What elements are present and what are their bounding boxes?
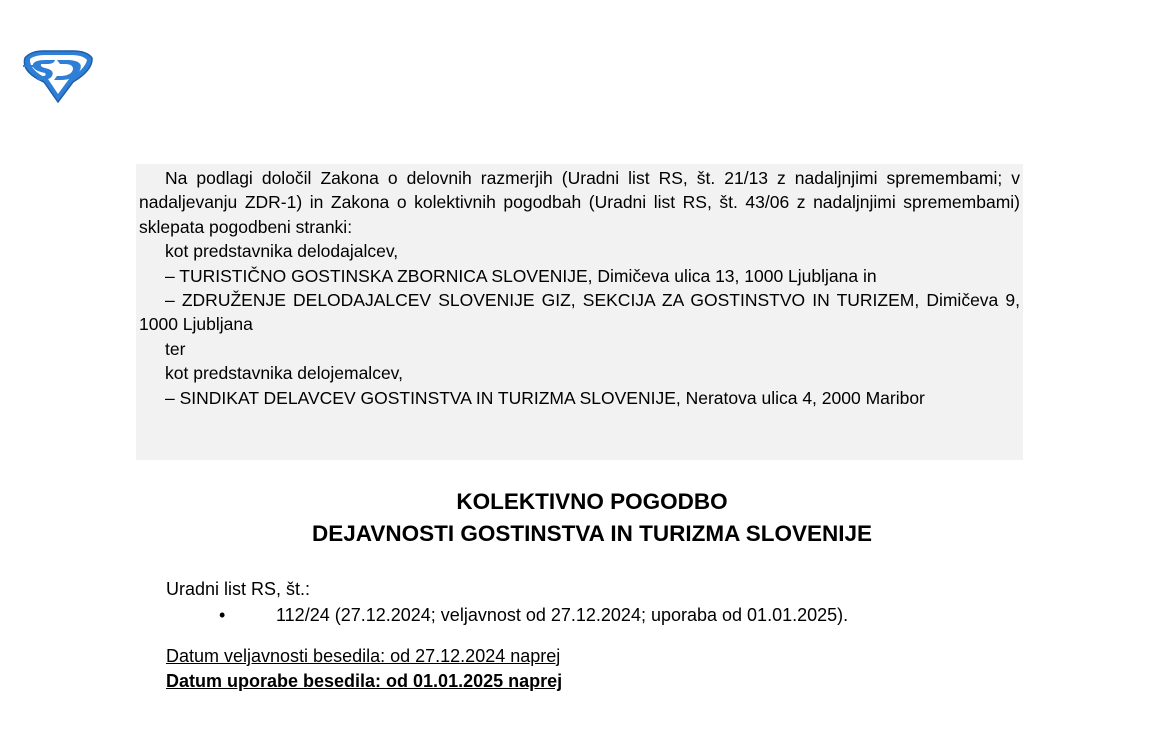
sd-logo — [21, 48, 95, 104]
intro-paragraph-employees-label: kot predstavnika delojemalcev, — [165, 363, 403, 384]
sd-shield-logo-icon — [21, 48, 95, 104]
document-title-line-1: KOLEKTIVNO POGODBO — [456, 489, 728, 514]
intro-paragraph-legal-basis: Na podlagi določil Zakona o delovnih razmerjih (Uradni list RS, št. 21/13 z nadaljnjimi spremembami; v nadaljevanju ZDR-1) in Zakona o kolektivnih pogodbah (Uradni list RS, št. 43/06 z nadaljnjimi spremembami) sklepata pogodbeni stranki: — [139, 168, 1020, 237]
gazette-label: Uradni list RS, št.: — [166, 579, 311, 599]
intro-section — [136, 164, 1023, 460]
intro-paragraph-ter: ter — [165, 338, 186, 359]
bullet-icon: • — [219, 605, 226, 625]
document-title-line-2: DEJAVNOSTI GOSTINSTVA IN TURIZMA SLOVENIJE — [311, 521, 873, 546]
gazette-entry: 112/24 (27.12.2024; veljavnost od 27.12.2024; uporaba od 01.01.2025). — [276, 605, 849, 625]
validity-date-line: Datum veljavnosti besedila: od 27.12.2024 naprej — [166, 646, 561, 666]
application-date-line: Datum uporabe besedila: od 01.01.2025 naprej — [166, 671, 563, 691]
intro-paragraph-trade-union: – SINDIKAT DELAVCEV GOSTINSTVA IN TURIZMA SLOVENIJE, Neratova ulica 4, 2000 Maribor — [165, 387, 925, 408]
intro-paragraph-employers-association: – ZDRUŽENJE DELODAJALCEV SLOVENIJE GIZ, SEKCIJA ZA GOSTINSTVO IN TURIZEM, Dimičeva 9, 1000 Ljubljana — [139, 290, 1020, 335]
intro-paragraph-employers-label: kot predstavnika delodajalcev, — [165, 241, 399, 262]
intro-paragraph-tourism-chamber: – TURISTIČNO GOSTINSKA ZBORNICA SLOVENIJE, Dimičeva ulica 13, 1000 Ljubljana in — [165, 265, 877, 286]
